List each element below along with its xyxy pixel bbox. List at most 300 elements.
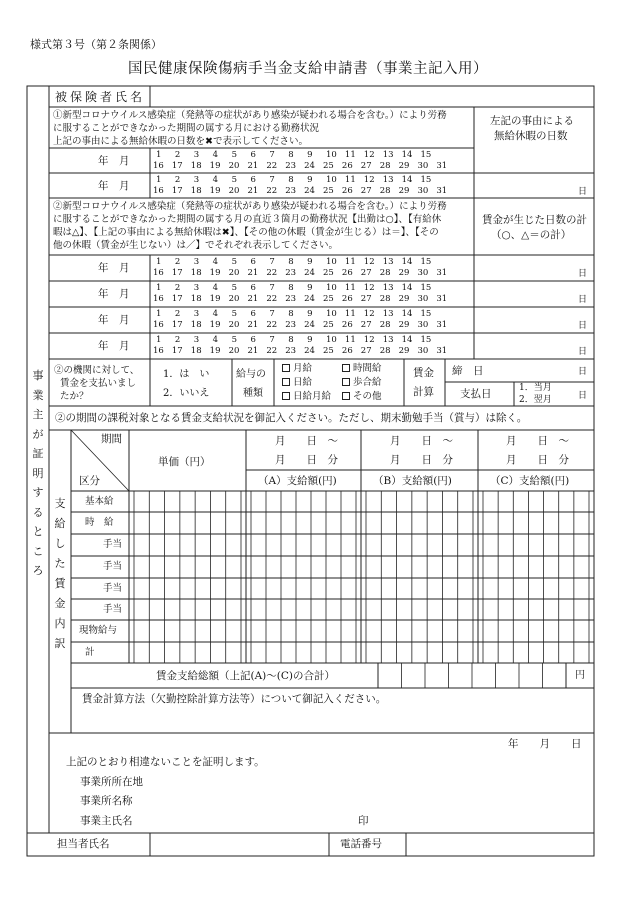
column-b-header: （B）支給額(円) (373, 475, 452, 487)
calendar-day[interactable]: 9 (307, 175, 313, 185)
calendar-day[interactable]: 6 (250, 283, 256, 293)
side-label-employer-certification (31, 366, 45, 581)
calendar-day[interactable]: 11 (344, 175, 356, 185)
calendar-day[interactable]: 23 (285, 161, 297, 171)
salary-kind-label-line1: 給与の (236, 369, 266, 380)
calendar-day[interactable]: 31 (436, 161, 448, 171)
calendar-day[interactable]: 18 (190, 320, 202, 330)
calendar-day[interactable]: 27 (360, 186, 372, 196)
column-c-header: （C）支給額(円) (490, 475, 570, 487)
calendar-day[interactable]: 25 (323, 294, 334, 304)
calendar-day[interactable]: 29 (398, 161, 410, 171)
calc-method-label: 賃金計算方法（欠勤控除計算方法等）について御記入ください。 (82, 693, 387, 705)
calendar-day[interactable]: 3 (193, 257, 200, 267)
calendar-day[interactable]: 29 (398, 186, 410, 196)
section2-text-line2: に服することができなかった期間の属する月の直近３箇月の勤務状況【出勤は○】、【有給休 (53, 214, 442, 225)
calendar-day[interactable]: 27 (360, 268, 372, 278)
calendar-day[interactable]: 4 (212, 257, 219, 267)
calendar-day[interactable]: 22 (266, 320, 278, 330)
calendar-day[interactable]: 13 (382, 283, 394, 293)
salary-daily-option[interactable]: 日給 (282, 378, 312, 388)
salary-kind-label-line2: 種類 (243, 388, 263, 399)
wage-row-label: 時 給 (85, 517, 114, 528)
calendar-day[interactable]: 17 (171, 294, 183, 304)
calendar-day[interactable]: 16 (153, 268, 164, 278)
calendar-day[interactable]: 25 (323, 320, 334, 330)
side-label-char: 証 (32, 447, 44, 460)
calendar-day[interactable]: 21 (247, 268, 259, 278)
phone-number-label: 電話番号 (340, 838, 382, 850)
calendar-day[interactable]: 26 (341, 320, 353, 330)
calendar-day[interactable]: 10 (326, 175, 337, 185)
side-label-char: 賃 (54, 577, 66, 590)
calendar-day[interactable]: 14 (401, 150, 413, 160)
section2-right-line1: 賃金が生じた日数の計 (482, 214, 587, 226)
calendar-day[interactable]: 20 (228, 346, 240, 356)
calendar-day[interactable]: 12 (363, 309, 375, 319)
section2-text-line1: ②新型コロナウイルス感染症（発熱等の症状があり感染が疑われる場合を含む。）により労務 (53, 201, 447, 212)
calendar-day[interactable]: 17 (171, 320, 183, 330)
calendar-day[interactable]: 5 (231, 150, 237, 160)
calendar-day[interactable]: 27 (360, 161, 372, 171)
calendar-days-row-2[interactable] (153, 321, 455, 330)
insured-name-field[interactable] (152, 88, 592, 106)
calendar-day[interactable]: 17 (171, 161, 183, 171)
calendar-day[interactable]: 25 (323, 186, 334, 196)
staff-name-field[interactable] (152, 835, 327, 854)
total-wage-yen-unit: 円 (575, 670, 585, 681)
calendar-day[interactable]: 22 (266, 161, 278, 171)
calendar-day[interactable]: 24 (304, 320, 315, 330)
calendar-day[interactable]: 11 (344, 283, 356, 293)
calendar-day[interactable]: 21 (247, 294, 259, 304)
salary-other-option[interactable]: その他 (342, 392, 382, 402)
calendar-year-month-label[interactable]: 年 月 (98, 155, 130, 167)
section1-text-line3: 上記の事由による無給休暇の日数を✖で表示してください。 (53, 136, 308, 147)
calendar-day[interactable]: 10 (326, 257, 337, 267)
staff-name-label: 担当者氏名 (57, 838, 110, 850)
calendar-day[interactable]: 28 (379, 268, 391, 278)
calendar-day[interactable]: 14 (401, 309, 413, 319)
calendar-day[interactable]: 24 (304, 161, 315, 171)
section1-text-line1: ①新型コロナウイルス感染症（発熱等の症状があり感染が疑われる場合を含む。）により労務 (53, 110, 447, 121)
calendar-day[interactable]: 10 (326, 309, 337, 319)
calendar-day[interactable]: 5 (231, 335, 237, 345)
calendar-day[interactable]: 2 (174, 283, 181, 293)
side-label-wage-breakdown (53, 494, 67, 654)
calendar-day[interactable]: 19 (209, 268, 221, 278)
period-c-to: 月 日 分 (506, 454, 569, 466)
calendar-days-row-1[interactable] (156, 336, 439, 345)
calendar-day[interactable]: 12 (363, 283, 375, 293)
side-label-char: 支 (54, 497, 66, 510)
calendar-day[interactable]: 19 (209, 320, 221, 330)
seal-mark: 印 (358, 815, 369, 827)
calendar-day[interactable]: 20 (228, 186, 240, 196)
calendar-year-month-label[interactable]: 年 月 (98, 314, 130, 326)
calendar-day[interactable]: 4 (212, 335, 219, 345)
calendar-day[interactable]: 15 (420, 257, 432, 267)
calendar-day[interactable]: 26 (341, 294, 353, 304)
wage-row-label: 現物給与 (79, 625, 118, 636)
calendar-day[interactable]: 31 (436, 186, 448, 196)
calendar-day[interactable]: 29 (398, 268, 410, 278)
calendar-day[interactable]: 5 (231, 257, 237, 267)
calendar-day[interactable]: 21 (247, 320, 259, 330)
calendar-day[interactable]: 12 (363, 175, 375, 185)
calendar-days-row-1[interactable] (156, 151, 439, 160)
calendar-days-row-2[interactable] (153, 295, 455, 304)
calendar-day[interactable]: 24 (304, 186, 315, 196)
calendar-day[interactable]: 30 (417, 161, 429, 171)
calendar-day[interactable]: 25 (323, 268, 334, 278)
calendar-day[interactable]: 8 (288, 257, 294, 267)
calendar-day[interactable]: 16 (153, 161, 164, 171)
calendar-day[interactable]: 22 (266, 268, 278, 278)
calendar-day[interactable]: 4 (212, 309, 219, 319)
salary-hourly-option[interactable]: 時間給 (342, 364, 382, 374)
calendar-day[interactable]: 15 (420, 283, 432, 293)
section1-right-line1: 左記の事由による (490, 115, 574, 127)
side-label-char: 訳 (54, 637, 66, 650)
calendar-day[interactable]: 10 (326, 283, 337, 293)
section2-day-unit: 日 (578, 321, 588, 331)
calendar-year-month-label[interactable]: 年 月 (98, 340, 130, 352)
side-label-char: 給 (54, 517, 66, 530)
section1-text-line2: に服することができなかった期間の属する月における勤務状況 (53, 123, 320, 134)
certification-date[interactable]: 年 月 日 (508, 738, 582, 750)
section2-text-line4: 他の休暇（賃金が生じない）は／】でそれぞれ表示してください。 (53, 240, 339, 251)
calendar-day[interactable]: 1 (156, 309, 162, 319)
calendar-day[interactable]: 24 (304, 294, 315, 304)
calendar-day[interactable]: 12 (363, 257, 375, 267)
calendar-day[interactable]: 1 (156, 150, 162, 160)
unit-price-label: 単価（円） (158, 456, 211, 468)
calendar-day[interactable]: 6 (250, 257, 256, 267)
calendar-day[interactable]: 24 (304, 268, 315, 278)
calendar-days-row-2[interactable] (153, 162, 455, 171)
calendar-year-month-label[interactable]: 年 月 (98, 262, 130, 274)
section1-day-unit: 日 (578, 187, 588, 197)
calendar-day[interactable]: 30 (417, 320, 429, 330)
calendar-day[interactable]: 7 (269, 150, 275, 160)
calendar-day[interactable]: 17 (171, 186, 183, 196)
calendar-day[interactable]: 28 (379, 346, 391, 356)
salary-commission-option[interactable]: 歩合給 (342, 378, 382, 388)
calendar-day[interactable]: 1 (156, 175, 162, 185)
checkbox-icon[interactable] (282, 392, 290, 400)
calendar-day[interactable]: 16 (153, 346, 164, 356)
calendar-day[interactable]: 27 (360, 320, 372, 330)
checkbox-icon[interactable] (342, 392, 350, 400)
section1-right-line2: 無給休暇の日数 (494, 130, 568, 142)
calendar-day[interactable]: 28 (379, 320, 391, 330)
calendar-day[interactable]: 30 (417, 268, 429, 278)
calendar-day[interactable]: 30 (417, 294, 429, 304)
cutoff-day-unit: 日 (578, 367, 588, 377)
calendar-day[interactable]: 8 (288, 150, 294, 160)
period-b-from: 月 日 ～ (390, 435, 453, 447)
payment-question-line3: たか？ (60, 391, 89, 402)
calendar-day[interactable]: 15 (420, 150, 432, 160)
side-label-char: 金 (54, 597, 66, 610)
calendar-day[interactable]: 9 (307, 257, 313, 267)
calendar-day[interactable]: 27 (360, 294, 372, 304)
calendar-year-month-label[interactable]: 年 月 (98, 180, 130, 192)
calendar-day[interactable]: 17 (171, 346, 183, 356)
calendar-day[interactable]: 4 (212, 150, 219, 160)
calendar-day[interactable]: 21 (247, 346, 259, 356)
calendar-day[interactable]: 8 (288, 309, 294, 319)
calendar-day[interactable]: 3 (193, 150, 200, 160)
calendar-day[interactable]: 30 (417, 346, 429, 356)
calendar-day[interactable]: 22 (266, 346, 278, 356)
calendar-day[interactable]: 4 (212, 283, 219, 293)
side-label-char: 業 (32, 388, 44, 402)
phone-number-field[interactable] (408, 835, 592, 854)
payday-day-unit: 日 (578, 391, 588, 401)
calendar-day[interactable]: 3 (193, 309, 200, 319)
payment-yes-option[interactable]: 1．は い (163, 369, 210, 380)
wage-row-label: 手当 (103, 582, 123, 594)
calendar-day[interactable]: 2 (174, 309, 181, 319)
payday-this-month[interactable]: 1．当月 (519, 383, 552, 393)
side-label-char: こ (32, 544, 44, 558)
calendar-days-row-1[interactable] (156, 284, 439, 293)
calendar-day[interactable]: 13 (382, 309, 394, 319)
calendar-day[interactable]: 31 (436, 346, 448, 356)
calendar-day[interactable]: 7 (269, 175, 275, 185)
calendar-day[interactable]: 20 (228, 161, 240, 171)
calendar-day[interactable]: 15 (420, 175, 432, 185)
calendar-day[interactable]: 19 (209, 186, 221, 196)
calendar-days-row-2[interactable] (153, 187, 455, 196)
calendar-day[interactable]: 15 (420, 309, 432, 319)
calendar-day[interactable]: 13 (382, 257, 394, 267)
calendar-day[interactable]: 24 (304, 346, 315, 356)
calendar-day[interactable]: 30 (417, 186, 429, 196)
calendar-day[interactable]: 11 (344, 150, 356, 160)
calendar-day[interactable]: 20 (228, 320, 240, 330)
column-a-header: （A）支給額(円) (258, 475, 337, 487)
calendar-day[interactable]: 31 (436, 320, 448, 330)
section2-text-line3: 暇は△】、【上記の事由による無給休暇は✖】、【その他の休暇（賃金が生じる）は＝】、【その (53, 227, 439, 238)
side-label-char: し (54, 537, 66, 550)
calendar-day[interactable]: 13 (382, 150, 394, 160)
section2-right-line2: （○、△＝の計） (491, 229, 572, 241)
calendar-day[interactable]: 18 (190, 346, 202, 356)
calendar-day[interactable]: 25 (323, 161, 334, 171)
payday-next-month[interactable]: 2．翌月 (519, 395, 552, 405)
checkbox-icon[interactable] (282, 364, 290, 372)
side-label-char: た (54, 557, 66, 570)
calendar-day[interactable]: 18 (190, 186, 202, 196)
section2-day-unit: 日 (578, 295, 588, 305)
calendar-day[interactable]: 28 (379, 161, 391, 171)
payment-question-line2: 賃金を支払いまし (60, 378, 137, 389)
calendar-day[interactable]: 29 (398, 346, 410, 356)
calendar-day[interactable]: 11 (344, 335, 356, 345)
calendar-day[interactable]: 6 (250, 309, 256, 319)
calendar-day[interactable]: 16 (153, 294, 164, 304)
calendar-day[interactable]: 2 (174, 150, 181, 160)
salary-daily-monthly-option[interactable]: 日給月給 (282, 392, 331, 402)
calendar-day[interactable]: 27 (360, 346, 372, 356)
calendar-day[interactable]: 9 (307, 309, 313, 319)
calendar-day[interactable]: 17 (171, 268, 183, 278)
side-label-char: ろ (32, 564, 44, 577)
calendar-day[interactable]: 25 (323, 346, 334, 356)
calendar-day[interactable]: 23 (285, 268, 297, 278)
calendar-day[interactable]: 23 (285, 320, 297, 330)
calendar-day[interactable]: 7 (269, 283, 275, 293)
checkbox-icon[interactable] (282, 378, 290, 386)
total-wage-label: 賃金支給総額（上記(A)～(C)の合計） (156, 670, 336, 682)
calendar-day[interactable]: 23 (285, 294, 297, 304)
calendar-day[interactable]: 31 (436, 294, 448, 304)
calendar-day[interactable]: 10 (326, 335, 337, 345)
calendar-day[interactable]: 1 (156, 283, 162, 293)
section2-day-unit: 日 (578, 269, 588, 279)
calendar-day[interactable]: 26 (341, 161, 353, 171)
calendar-day[interactable]: 3 (193, 335, 200, 345)
calendar-day[interactable]: 6 (250, 150, 256, 160)
calendar-day[interactable]: 7 (269, 335, 275, 345)
wage-row-label: 基本給 (85, 495, 114, 507)
calendar-day[interactable]: 23 (285, 186, 297, 196)
calendar-day[interactable]: 7 (269, 309, 275, 319)
calendar-day[interactable]: 5 (231, 175, 237, 185)
calendar-days-row-2[interactable] (153, 347, 455, 356)
calendar-day[interactable]: 21 (247, 186, 259, 196)
wage-calc-label-line1: 賃金 (413, 367, 434, 379)
salary-monthly-option[interactable]: 月給 (282, 364, 312, 374)
calendar-day[interactable]: 10 (326, 150, 337, 160)
calendar-day[interactable]: 8 (288, 283, 294, 293)
checkbox-icon[interactable] (342, 378, 350, 386)
calendar-day[interactable]: 1 (156, 257, 162, 267)
calc-method-field[interactable] (73, 708, 592, 732)
calendar-day[interactable]: 14 (401, 257, 413, 267)
calendar-days-row-1[interactable] (156, 176, 439, 185)
calendar-day[interactable]: 31 (436, 268, 448, 278)
calendar-day[interactable]: 21 (247, 161, 259, 171)
calendar-day[interactable]: 8 (288, 175, 294, 185)
calendar-day[interactable]: 8 (288, 335, 294, 345)
calendar-day[interactable]: 6 (250, 335, 256, 345)
calendar-day[interactable]: 2 (174, 335, 181, 345)
calendar-day[interactable]: 6 (250, 175, 256, 185)
office-name-label: 事業所名称 (80, 795, 133, 807)
side-label-char: 主 (32, 408, 44, 421)
side-label-char: 明 (32, 466, 44, 480)
category-label: 区分 (79, 475, 100, 487)
side-label-char: 内 (54, 617, 66, 630)
insured-name-label: 被保険者氏名 (55, 90, 146, 104)
calendar-day[interactable]: 15 (420, 335, 432, 345)
calendar-day[interactable]: 26 (341, 346, 353, 356)
calendar-day[interactable]: 3 (193, 175, 200, 185)
form-title: 国民健康保険傷病手当金支給申請書（事業主記入用） (128, 61, 488, 77)
period-c-from: 月 日 ～ (506, 435, 569, 447)
calendar-days-row-1[interactable] (156, 258, 439, 267)
calendar-day[interactable]: 28 (379, 186, 391, 196)
calendar-year-month-label[interactable]: 年 月 (98, 288, 130, 300)
certification-statement: 上記のとおり相違ないことを証明します。 (66, 756, 265, 768)
calendar-day[interactable]: 11 (344, 257, 356, 267)
calendar-day[interactable]: 2 (174, 175, 181, 185)
office-address-label: 事業所所在地 (80, 776, 143, 788)
calendar-day[interactable]: 9 (307, 335, 313, 345)
calendar-day[interactable]: 5 (231, 283, 237, 293)
calendar-day[interactable]: 26 (341, 186, 353, 196)
calendar-day[interactable]: 3 (193, 283, 200, 293)
payday-label: 支払日 (460, 388, 492, 400)
calendar-day[interactable]: 9 (307, 150, 313, 160)
calendar-day[interactable]: 20 (228, 268, 240, 278)
calendar-day[interactable]: 2 (174, 257, 181, 267)
payment-question-line1: ②の機関に対して、 (54, 365, 140, 376)
side-label-char: る (32, 505, 44, 519)
period-label: 期間 (101, 433, 122, 445)
calendar-day[interactable]: 14 (401, 283, 413, 293)
calendar-day[interactable]: 28 (379, 294, 391, 304)
calendar-day[interactable]: 20 (228, 294, 240, 304)
section2-day-unit: 日 (578, 347, 588, 357)
calendar-day[interactable]: 12 (363, 150, 375, 160)
calendar-day[interactable]: 18 (190, 268, 202, 278)
checkbox-icon[interactable] (342, 364, 350, 372)
calendar-days-row-2[interactable] (153, 269, 455, 278)
period-b-to: 月 日 分 (390, 454, 453, 466)
payment-no-option[interactable]: 2．いいえ (163, 388, 210, 399)
calendar-day[interactable]: 14 (401, 335, 413, 345)
form-number: 様式第３号（第２条関係） (30, 38, 162, 51)
cutoff-day-label: 締 日 (452, 365, 484, 377)
wage-calc-label-line2: 計算 (413, 386, 434, 398)
calendar-day[interactable]: 29 (398, 294, 410, 304)
calendar-days-row-1[interactable] (156, 310, 439, 319)
calendar-day[interactable]: 14 (401, 175, 413, 185)
wage-row-label: 計 (85, 646, 95, 658)
calendar-day[interactable]: 5 (231, 309, 237, 319)
calendar-day[interactable]: 13 (382, 335, 394, 345)
calendar-day[interactable]: 7 (269, 257, 275, 267)
calendar-day[interactable]: 1 (156, 335, 162, 345)
calendar-day[interactable]: 23 (285, 346, 297, 356)
calendar-day[interactable]: 22 (266, 186, 278, 196)
employer-name-label: 事業主氏名 (80, 815, 133, 827)
calendar-day[interactable]: 13 (382, 175, 394, 185)
wage-row-label: 手当 (103, 603, 123, 615)
calendar-day[interactable]: 22 (266, 294, 278, 304)
calendar-day[interactable]: 19 (209, 294, 221, 304)
calendar-day[interactable]: 16 (153, 186, 164, 196)
period-a-from: 月 日 ～ (275, 435, 338, 447)
calendar-day[interactable]: 18 (190, 294, 202, 304)
calendar-day[interactable]: 19 (209, 161, 221, 171)
calendar-day[interactable]: 18 (190, 161, 202, 171)
calendar-day[interactable]: 9 (307, 283, 313, 293)
calendar-day[interactable]: 16 (153, 320, 164, 330)
side-label-char: と (32, 525, 44, 538)
calendar-day[interactable]: 11 (344, 309, 356, 319)
calendar-day[interactable]: 29 (398, 320, 410, 330)
calendar-day[interactable]: 12 (363, 335, 375, 345)
calendar-day[interactable]: 26 (341, 268, 353, 278)
calendar-day[interactable]: 19 (209, 346, 221, 356)
calendar-day[interactable]: 4 (212, 175, 219, 185)
